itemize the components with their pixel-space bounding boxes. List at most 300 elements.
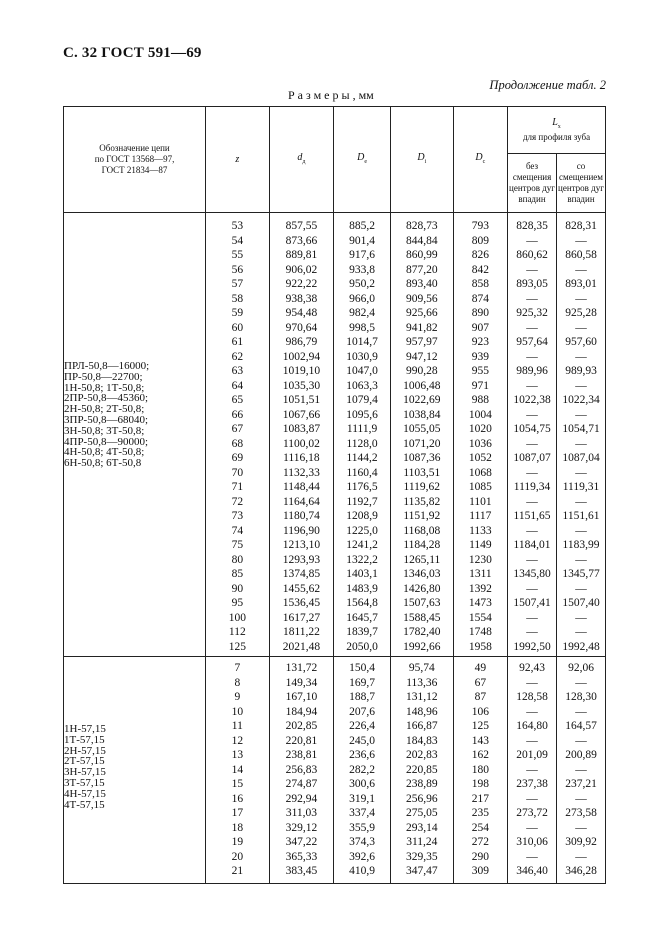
table-cell: 16 bbox=[231, 792, 244, 805]
header-dd-symbol: d bbox=[297, 151, 303, 163]
header-dd-subscript: д bbox=[302, 158, 306, 165]
header-lx-with-line: смещением bbox=[559, 172, 603, 182]
header-lx-with-line: впадин bbox=[567, 194, 595, 204]
designation-line: 3Н-50,8; 3Т-50,8; bbox=[64, 424, 145, 437]
table-cell: 125 bbox=[471, 720, 489, 732]
table-cell: 1149 bbox=[469, 539, 492, 551]
table-cell: 1085 bbox=[468, 481, 492, 493]
continuation-note: Продолжение табл. 2 bbox=[489, 78, 606, 92]
table-cell: 925,32 bbox=[516, 307, 548, 319]
table-cell: 292,94 bbox=[285, 792, 318, 805]
table-cell: 236,6 bbox=[349, 749, 376, 761]
table-cell: 1002,94 bbox=[282, 350, 321, 363]
table-cell: 925,66 bbox=[405, 307, 438, 319]
table-cell: 237,38 bbox=[516, 778, 548, 790]
table-cell: 113,36 bbox=[406, 676, 438, 689]
table-cell: 1180,74 bbox=[282, 510, 320, 522]
table-cell: — bbox=[575, 553, 587, 566]
table-cell: 893,01 bbox=[565, 278, 597, 290]
table-cell: 235 bbox=[471, 807, 489, 819]
table-cell: 128,58 bbox=[516, 691, 548, 703]
header-dc-symbol: D bbox=[475, 151, 483, 163]
table-cell: 1022,38 bbox=[513, 394, 551, 406]
table-cell: 1588,45 bbox=[403, 611, 441, 624]
header-dc bbox=[453, 107, 507, 213]
table-cell: 8 bbox=[234, 676, 241, 689]
table-cell: 860,58 bbox=[565, 249, 597, 261]
table-cell: 2050,0 bbox=[346, 640, 378, 653]
table-cell: 346,40 bbox=[516, 865, 548, 877]
sizes-caption bbox=[288, 88, 374, 103]
header-de-subscript: e bbox=[364, 158, 368, 165]
header-de-symbol: D bbox=[357, 151, 365, 163]
table-cell: 1645,7 bbox=[346, 611, 378, 624]
table-cell: 1063,3 bbox=[346, 379, 378, 392]
table-cell: — bbox=[526, 408, 538, 421]
table-cell: 1196,90 bbox=[282, 524, 320, 537]
designation-line: 6Н-50,8; 6Т-50,8 bbox=[64, 457, 142, 470]
table-cell: 998,5 bbox=[349, 321, 376, 334]
table-cell: 293,14 bbox=[405, 821, 438, 834]
group-57-15 bbox=[64, 657, 606, 884]
table-cell: 1030,9 bbox=[346, 350, 378, 363]
table-cell: — bbox=[526, 234, 538, 247]
table-cell: 1087,04 bbox=[562, 452, 600, 464]
table-cell: 809 bbox=[471, 234, 489, 247]
designation-line: 2Н-50,8; 2Т-50,8; bbox=[64, 403, 145, 416]
table-cell: — bbox=[575, 821, 587, 834]
table-cell: 74 bbox=[231, 524, 244, 537]
table-cell: 162 bbox=[471, 749, 489, 761]
table-cell: 1564,8 bbox=[346, 597, 378, 609]
table-cell: 1151,61 bbox=[562, 510, 600, 522]
table-cell: 957,64 bbox=[516, 336, 548, 348]
designation-line: ПРЛ-50,8—16000; bbox=[64, 360, 150, 372]
dimensions-table bbox=[63, 106, 606, 884]
table-cell: 275,05 bbox=[405, 807, 438, 819]
table-cell: 986,79 bbox=[285, 336, 318, 348]
table-cell: 131,12 bbox=[405, 691, 438, 703]
header-dc-subscript: c bbox=[482, 158, 486, 165]
table-cell: 70 bbox=[231, 466, 244, 479]
table-cell: — bbox=[526, 263, 538, 276]
table-cell: 274,87 bbox=[285, 778, 318, 790]
table-cell: 226,4 bbox=[349, 720, 376, 732]
table-cell: 245,0 bbox=[349, 734, 376, 747]
table-cell: 200,89 bbox=[565, 749, 597, 761]
table-cell: 909,56 bbox=[405, 292, 438, 305]
table-cell: 100 bbox=[228, 611, 246, 624]
table-cell: 893,05 bbox=[516, 278, 548, 290]
table-cell: 1507,63 bbox=[403, 597, 441, 609]
table-cell: 202,85 bbox=[285, 720, 318, 732]
table-cell: 1035,30 bbox=[282, 379, 321, 392]
table-cell: 20 bbox=[231, 850, 244, 863]
table-cell: — bbox=[575, 792, 587, 805]
table-cell: 1128,0 bbox=[346, 437, 378, 450]
z-column bbox=[206, 657, 270, 884]
table-cell: 828,31 bbox=[565, 220, 597, 232]
designation-line: 1Т-57,15 bbox=[64, 733, 105, 746]
table-cell: 1144,2 bbox=[346, 452, 378, 464]
table-cell: 329,12 bbox=[285, 821, 318, 834]
table-cell: 1022,34 bbox=[562, 394, 600, 406]
table-cell: 55 bbox=[231, 249, 244, 261]
table-cell: 365,33 bbox=[285, 850, 318, 863]
table-cell: 164,57 bbox=[565, 720, 597, 732]
table-cell: 1176,5 bbox=[346, 481, 378, 493]
table-cell: 1782,40 bbox=[403, 626, 441, 638]
designation-line: ПР-50,8—22700; bbox=[64, 370, 143, 383]
table-cell: — bbox=[575, 495, 587, 508]
designation-line: 3ПР-50,8—68040; bbox=[64, 413, 149, 426]
table-cell: 873,66 bbox=[285, 234, 318, 247]
table-cell: 355,9 bbox=[349, 821, 376, 834]
designation-line: 2Т-57,15 bbox=[64, 755, 105, 768]
table-cell: 1958 bbox=[468, 640, 492, 653]
table-cell: 169,7 bbox=[349, 676, 376, 689]
table-cell: — bbox=[575, 466, 587, 479]
table-cell: — bbox=[575, 705, 587, 718]
designation-line: 3Н-57,15 bbox=[64, 766, 106, 779]
table-cell: 238,81 bbox=[285, 749, 318, 761]
table-cell: 1183,99 bbox=[562, 539, 600, 551]
table-cell: — bbox=[575, 763, 587, 776]
table-cell: 272 bbox=[471, 836, 489, 848]
table-cell: 939 bbox=[471, 350, 489, 363]
table-cell: 148,96 bbox=[405, 705, 438, 718]
table-cell: 125 bbox=[228, 640, 246, 653]
table-cell: 67 bbox=[231, 423, 244, 435]
table-cell: 844,84 bbox=[405, 234, 438, 247]
table-cell: 347,47 bbox=[405, 865, 438, 877]
header-lx-without-line: без bbox=[525, 161, 539, 171]
table-cell: 1054,75 bbox=[513, 423, 551, 435]
table-cell: 95 bbox=[231, 597, 244, 609]
table-cell: 65 bbox=[231, 394, 244, 406]
table-cell: 1087,07 bbox=[513, 452, 551, 464]
table-cell: 68 bbox=[231, 437, 244, 450]
table-cell: 128,30 bbox=[565, 691, 597, 703]
designation-line: 4Т-57,15 bbox=[64, 798, 105, 811]
table-cell: 112 bbox=[228, 626, 246, 638]
table-cell: — bbox=[526, 734, 538, 747]
di-column bbox=[390, 213, 453, 657]
table-cell: 954,48 bbox=[285, 307, 318, 319]
table-cell: 201,09 bbox=[516, 749, 548, 761]
table-cell: — bbox=[575, 408, 587, 421]
table-cell: 184,94 bbox=[285, 705, 318, 718]
table-cell: 71 bbox=[231, 481, 244, 493]
table-cell: 73 bbox=[231, 510, 244, 522]
table-cell: 14 bbox=[231, 763, 244, 776]
table-cell: 1119,31 bbox=[562, 481, 600, 493]
table-cell: 1346,03 bbox=[403, 568, 441, 580]
de-column bbox=[334, 213, 391, 657]
table-cell: 1135,82 bbox=[403, 495, 441, 508]
table-cell: 1100,02 bbox=[282, 437, 320, 450]
designation-cell bbox=[64, 657, 206, 884]
header-de bbox=[334, 107, 391, 213]
table-cell: 793 bbox=[471, 220, 489, 232]
table-cell: 149,34 bbox=[285, 676, 318, 689]
table-cell: 337,4 bbox=[349, 807, 376, 819]
designation-line: 4ПР-50,8—90000; bbox=[64, 435, 149, 448]
table-cell: 1160,4 bbox=[346, 466, 378, 479]
table-cell: 1079,4 bbox=[346, 394, 378, 406]
table-cell: — bbox=[526, 821, 538, 834]
table-cell: — bbox=[526, 792, 538, 805]
table-cell: — bbox=[575, 582, 587, 595]
table-cell: 300,6 bbox=[349, 778, 376, 790]
table-cell: 290 bbox=[471, 850, 489, 863]
table-cell: 1111,9 bbox=[346, 423, 378, 435]
table-cell: 1071,20 bbox=[403, 437, 441, 450]
table-cell: 1345,77 bbox=[562, 568, 600, 580]
table-cell: 1455,62 bbox=[282, 582, 321, 595]
table-cell: 1055,05 bbox=[403, 423, 441, 435]
table-cell: 1230 bbox=[468, 553, 492, 566]
table-cell: 1992,50 bbox=[513, 640, 551, 653]
table-cell: 1117 bbox=[469, 510, 492, 522]
table-cell: — bbox=[526, 495, 538, 508]
table-cell: — bbox=[526, 676, 538, 689]
designation-line: 2Н-57,15 bbox=[64, 744, 106, 757]
table-cell: 893,40 bbox=[405, 278, 438, 290]
table-cell: 184,83 bbox=[405, 734, 438, 747]
table-cell: — bbox=[575, 234, 587, 247]
table-cell: 15 bbox=[231, 778, 244, 790]
table-cell: 925,28 bbox=[565, 307, 597, 319]
table-cell: 860,99 bbox=[405, 249, 438, 261]
table-cell: 1054,71 bbox=[562, 423, 600, 435]
table-cell: 220,81 bbox=[285, 734, 318, 747]
table-cell: 1839,7 bbox=[346, 626, 378, 638]
table-cell: 1507,41 bbox=[513, 597, 551, 609]
lx-with-column bbox=[557, 213, 606, 657]
table-cell: 1133 bbox=[469, 524, 492, 537]
table-cell: — bbox=[526, 321, 538, 334]
table-cell: — bbox=[575, 292, 587, 305]
table-cell: 319,1 bbox=[349, 792, 376, 805]
table-cell: — bbox=[575, 850, 587, 863]
lx-with-column bbox=[557, 657, 606, 884]
table-cell: 11 bbox=[231, 720, 243, 732]
table-cell: 17 bbox=[231, 807, 244, 819]
page-header: С. 32 ГОСТ 591—69 bbox=[63, 45, 202, 61]
table-cell: — bbox=[575, 321, 587, 334]
table-cell: 957,97 bbox=[405, 336, 438, 348]
table-cell: 1483,9 bbox=[346, 582, 378, 595]
table-cell: 1051,51 bbox=[282, 394, 321, 406]
table-cell: 188,7 bbox=[349, 691, 376, 703]
dc-column bbox=[453, 213, 507, 657]
table-cell: 75 bbox=[231, 539, 244, 551]
table-cell: 374,3 bbox=[349, 836, 376, 848]
designation-line: 2ПР-50,8—45360; bbox=[64, 392, 149, 405]
table-cell: 990,28 bbox=[405, 365, 438, 377]
table-cell: 311,03 bbox=[285, 807, 318, 819]
table-cell: 941,82 bbox=[405, 321, 438, 334]
table-cell: 392,6 bbox=[349, 850, 376, 863]
table-cell: 1392 bbox=[468, 582, 492, 595]
table-cell: 857,55 bbox=[285, 220, 318, 232]
table-cell: 72 bbox=[231, 495, 244, 508]
header-lx-caption: для профиля зуба bbox=[522, 132, 591, 143]
table-cell: 1068 bbox=[468, 466, 492, 479]
table-cell: 310,06 bbox=[516, 836, 548, 848]
table-cell: 874 bbox=[471, 292, 489, 305]
table-cell: — bbox=[526, 379, 538, 392]
table-cell: 80 bbox=[231, 553, 244, 566]
table-cell: — bbox=[526, 611, 538, 624]
table-cell: 1473 bbox=[468, 597, 492, 609]
table-cell: 970,64 bbox=[285, 321, 318, 334]
table-cell: 143 bbox=[471, 734, 489, 747]
table-cell: — bbox=[575, 350, 587, 363]
table-cell: 1132,33 bbox=[282, 466, 320, 479]
table-cell: 166,87 bbox=[405, 720, 438, 732]
table-cell: 67 bbox=[474, 676, 487, 689]
table-cell: 1322,2 bbox=[346, 553, 378, 566]
header-lx-with-line: со bbox=[576, 161, 586, 171]
header-designation-line: ГОСТ 21834—87 bbox=[101, 165, 168, 175]
designation-line: 4Н-50,8; 4Т-50,8; bbox=[64, 446, 145, 459]
table-cell: 164,80 bbox=[516, 720, 548, 732]
designation-cell bbox=[64, 213, 206, 657]
table-cell: 966,0 bbox=[349, 292, 376, 305]
table-cell: 69 bbox=[231, 452, 244, 464]
table-cell: 938,38 bbox=[285, 292, 318, 305]
table-cell: 1536,45 bbox=[282, 597, 321, 609]
table-cell: 989,96 bbox=[516, 365, 548, 377]
table-cell: 901,4 bbox=[349, 234, 376, 247]
header-lx bbox=[508, 107, 606, 154]
table-cell: 1164,64 bbox=[282, 495, 320, 508]
table-cell: 12 bbox=[231, 734, 244, 747]
table-cell: 1083,87 bbox=[282, 423, 321, 435]
table-cell: 238,89 bbox=[405, 778, 438, 790]
di-column bbox=[390, 657, 453, 884]
table-cell: 1554 bbox=[468, 611, 492, 624]
header-z bbox=[206, 107, 270, 213]
table-cell: 19 bbox=[231, 836, 244, 848]
table-cell: 61 bbox=[231, 336, 244, 348]
sizes-word: Размеры bbox=[288, 88, 353, 102]
header-designation-line: Обозначение цепи bbox=[99, 143, 170, 153]
table-cell: 13 bbox=[231, 749, 244, 761]
table-cell: 1311 bbox=[469, 568, 492, 580]
header-lx-without bbox=[508, 154, 557, 213]
table-cell: 922,22 bbox=[285, 278, 318, 290]
table-cell: 1811,22 bbox=[282, 626, 320, 638]
table-cell: 1184,28 bbox=[403, 539, 441, 551]
table-cell: 933,8 bbox=[349, 263, 376, 276]
table-cell: 906,02 bbox=[285, 263, 318, 276]
table-cell: — bbox=[526, 582, 538, 595]
table-cell: 826 bbox=[471, 249, 489, 261]
table-cell: 1151,92 bbox=[403, 510, 441, 522]
group-50-8 bbox=[64, 213, 606, 657]
table-cell: 1116,18 bbox=[283, 452, 320, 464]
table-cell: — bbox=[526, 553, 538, 566]
header-lx-without-line: смещения bbox=[512, 172, 552, 182]
table-cell: 220,85 bbox=[405, 763, 438, 776]
lx-without-column bbox=[508, 213, 557, 657]
table-cell: 410,9 bbox=[349, 865, 376, 877]
table-cell: 347,22 bbox=[285, 836, 318, 848]
table-cell: 971 bbox=[471, 379, 489, 392]
table-cell: 87 bbox=[474, 691, 487, 703]
table-cell: 889,81 bbox=[285, 249, 318, 261]
table-cell: — bbox=[575, 379, 587, 392]
table-cell: — bbox=[526, 705, 538, 718]
table-cell: 890 bbox=[471, 307, 489, 319]
designation-line: 1Н-57,15 bbox=[64, 723, 106, 735]
table-cell: 1119,62 bbox=[403, 481, 441, 493]
table-cell: 1067,66 bbox=[282, 408, 321, 421]
table-cell: 106 bbox=[471, 705, 489, 718]
table-cell: 1507,40 bbox=[562, 597, 600, 609]
table-cell: 1345,80 bbox=[513, 568, 551, 580]
table-cell: 989,93 bbox=[565, 365, 597, 377]
header-lx-subscript: x bbox=[557, 123, 561, 130]
table-cell: 346,28 bbox=[565, 865, 597, 877]
table-cell: 917,6 bbox=[349, 249, 376, 261]
table-cell: 217 bbox=[471, 792, 489, 805]
table-cell: 254 bbox=[471, 821, 489, 834]
table-cell: — bbox=[575, 626, 587, 638]
table-cell: 167,10 bbox=[285, 691, 318, 703]
designation-line: 4Н-57,15 bbox=[64, 787, 106, 800]
table-cell: 950,2 bbox=[349, 278, 376, 290]
table-cell: 1095,6 bbox=[346, 408, 378, 421]
table-cell: 1119,34 bbox=[513, 481, 551, 493]
table-cell: 59 bbox=[231, 307, 244, 319]
table-cell: 1748 bbox=[468, 626, 492, 638]
table-cell: — bbox=[526, 626, 538, 638]
table-cell: 1192,7 bbox=[346, 495, 378, 508]
table-cell: 1022,69 bbox=[403, 394, 441, 406]
table-cell: 63 bbox=[231, 365, 244, 377]
table-cell: — bbox=[575, 611, 587, 624]
z-column bbox=[206, 213, 270, 657]
table-cell: 1020 bbox=[468, 423, 492, 435]
table-cell: 1014,7 bbox=[346, 336, 378, 348]
designation-line: 1Н-50,8; 1Т-50,8; bbox=[64, 381, 145, 394]
table-cell: 90 bbox=[231, 582, 244, 595]
table-cell: 85 bbox=[231, 568, 244, 580]
table-cell: 49 bbox=[474, 662, 487, 674]
table-cell: 1426,80 bbox=[403, 582, 441, 595]
table-cell: 309 bbox=[471, 865, 489, 877]
table-cell: 1036 bbox=[468, 437, 492, 450]
table-cell: — bbox=[526, 292, 538, 305]
table-cell: — bbox=[526, 763, 538, 776]
table-cell: 1225,0 bbox=[346, 524, 378, 537]
table-cell: 1617,27 bbox=[282, 611, 321, 624]
table-cell: 309,92 bbox=[565, 836, 597, 848]
table-cell: 256,83 bbox=[285, 763, 318, 776]
table-cell: 955 bbox=[471, 365, 489, 377]
table-cell: 1992,66 bbox=[403, 640, 441, 653]
table-cell: 907 bbox=[471, 321, 489, 334]
dc-column bbox=[453, 657, 507, 884]
header-z-symbol: z bbox=[235, 154, 240, 165]
header-lx-with-line: центров дуг bbox=[558, 183, 604, 193]
header-designation bbox=[64, 107, 206, 213]
table-cell: 947,12 bbox=[405, 350, 438, 363]
